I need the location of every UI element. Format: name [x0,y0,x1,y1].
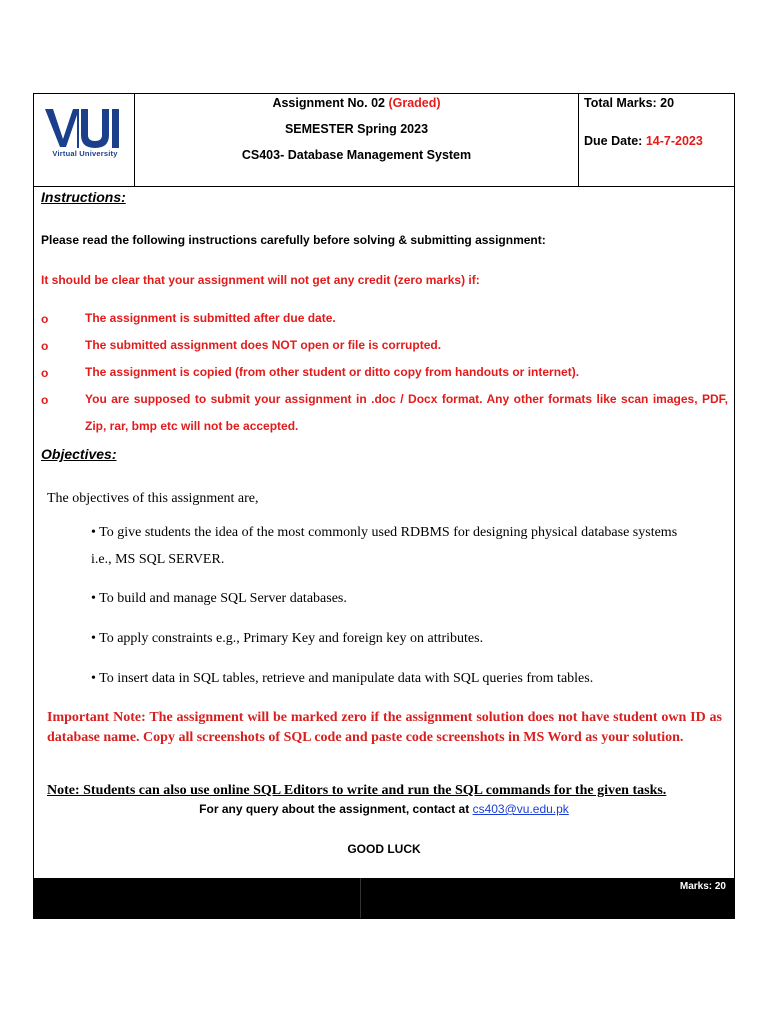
objectives-intro: The objectives of this assignment are, [47,491,259,506]
assignment-document [33,93,735,919]
good-luck: GOOD LUCK [347,842,421,856]
bullet-marker: o [41,339,49,353]
credit-warning: It should be clear that your assignment will not get any credit (zero marks) if: [41,273,480,287]
due-date-value: 14-7-2023 [645,134,703,148]
online-editor-note: Note: Students can also use online SQL Editors to write and run the SQL commands for the given tasks. [47,783,667,798]
bullet-marker: o [41,393,49,407]
logo-cell [34,94,135,186]
assignment-title [135,96,578,110]
bullet-marker: o [41,312,49,326]
due-date-label: Due Date: [584,134,646,148]
footer-bar [34,878,734,918]
logo-caption: Virtual University [52,149,118,158]
semester-label: SEMESTER Spring 2023 [284,122,429,136]
contact-text: For any query about the assignment, contact at [199,802,473,816]
instruction-item: You are supposed to submit your assignment in .doc / Docx format. Any other formats like scan images, PDF, Zip, rar, bmp etc will not be accepted. [85,392,728,433]
objective-item: • To give students the idea of the most commonly used RDBMS for designing physical database systems i.e., MS SQL SERVER. [91,525,678,567]
due-date [584,134,703,148]
objective-item: • To apply constraints e.g., Primary Key and foreign key on attributes. [91,631,484,646]
bullet-marker: o [41,366,49,380]
objective-item: • To build and manage SQL Server databases. [91,591,347,606]
instruction-item: The submitted assignment does NOT open or file is corrupted. [85,338,442,352]
instructions-heading: Instructions: [41,189,126,205]
course-title: CS403- Database Management System [241,148,472,162]
instructions-intro: Please read the following instructions carefully before solving & submitting assignment: [41,233,546,247]
objective-item: • To insert data in SQL tables, retrieve and manipulate data with SQL queries from tables. [91,671,594,686]
instruction-item: The assignment is copied (from other student or ditto copy from handouts or internet). [85,365,580,379]
document-header [34,94,734,187]
graded-label: (Graded) [388,96,441,110]
footer-divider [360,878,361,918]
title-cell [135,94,579,186]
objectives-heading: Objectives: [41,446,117,462]
assignment-number: Assignment No. 02 [272,96,389,110]
total-marks: Total Marks: 20 [584,96,675,110]
contact-email-link[interactable]: cs403@vu.edu.pk [472,802,569,816]
contact-line [34,802,734,816]
marks-cell [579,94,734,186]
important-note: Important Note: The assignment will be marked zero if the assignment solution does not have student own ID as database name. Copy all screenshots of SQL code and paste code screenshots in MS Word as your solution. [47,710,722,745]
instruction-item: The assignment is submitted after due date. [85,311,336,325]
footer-marks: Marks: 20 [679,881,726,892]
